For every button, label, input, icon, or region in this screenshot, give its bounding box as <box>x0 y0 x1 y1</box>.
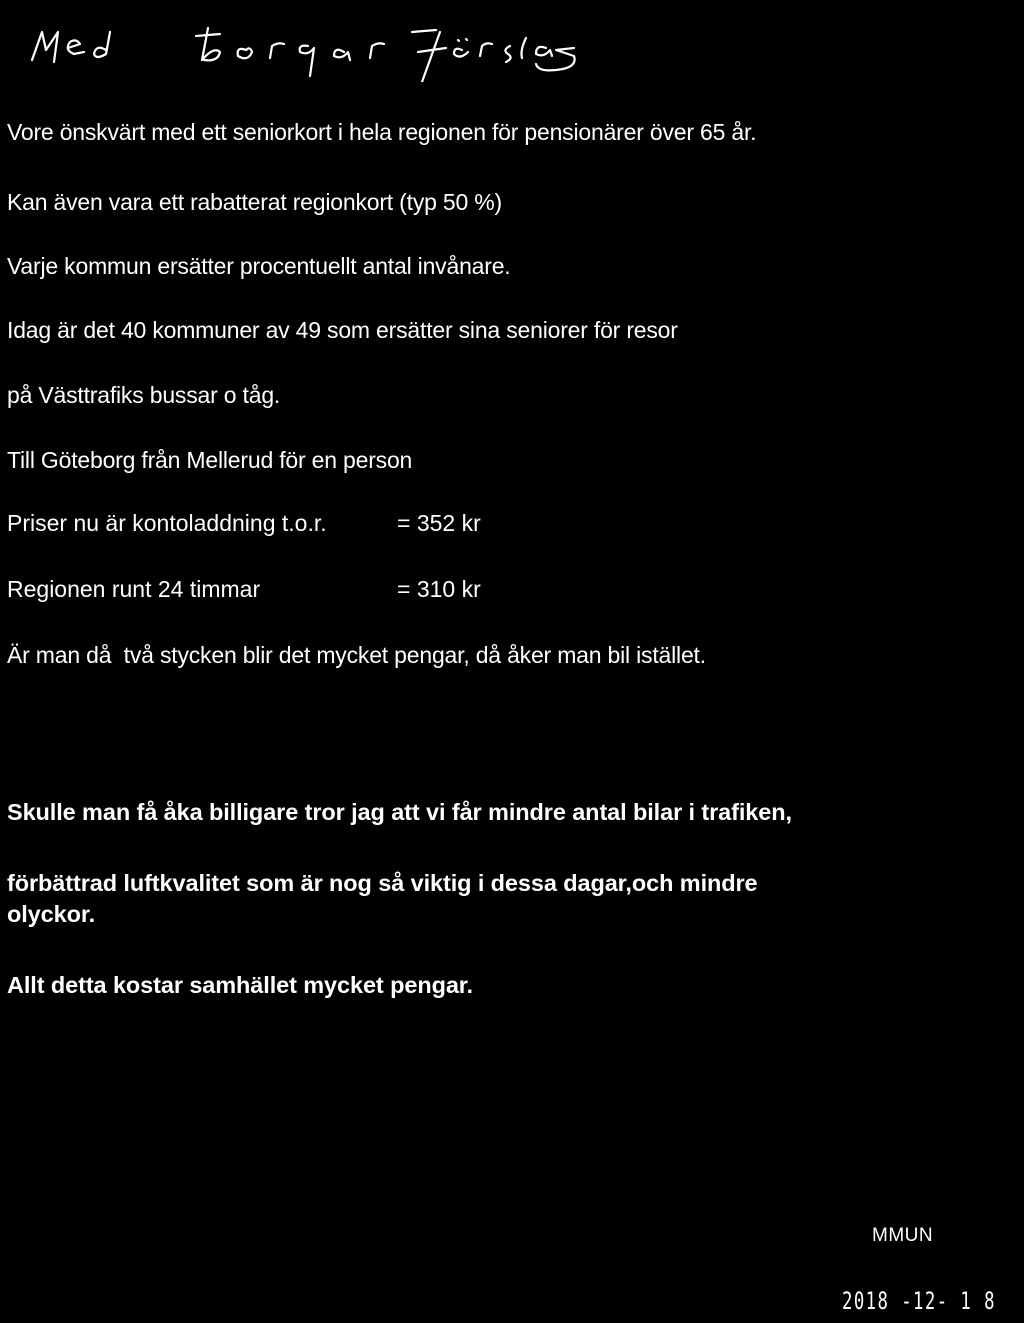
bold-text-line: Skulle man få åka billigare tror jag att vi får mindre antal bilar i trafiken, <box>7 799 792 825</box>
text-line: Kan även vara ett rabatterat regionkort (typ 50 %) <box>7 189 502 215</box>
bold-text-line: olyckor. <box>7 901 96 927</box>
price-label: Priser nu är kontoladdning t.o.r. <box>7 510 327 536</box>
handwritten-heading <box>8 10 588 82</box>
price-value: = 352 kr <box>397 510 481 536</box>
text-line: Vore önskvärt med ett seniorkort i hela regionen för pensionärer över 65 år. <box>7 119 757 145</box>
received-stamp-org: MMUN <box>872 1225 934 1246</box>
text-line: Idag är det 40 kommuner av 49 som ersätter sina seniorer för resor <box>7 317 678 343</box>
text-line: på Västtrafiks bussar o tåg. <box>7 382 281 408</box>
bold-text-line: förbättrad luftkvalitet som är nog så viktig i dessa dagar,och mindre <box>7 870 758 896</box>
received-stamp-date: 2018 -12- 1 8 <box>842 1287 996 1315</box>
text-line: Till Göteborg från Mellerud för en person <box>7 447 413 473</box>
price-label: Regionen runt 24 timmar <box>7 576 261 602</box>
price-value: = 310 kr <box>397 576 481 602</box>
closing-line: Är man då två stycken blir det mycket pengar, då åker man bil istället. <box>7 642 706 668</box>
text-line: Varje kommun ersätter procentuellt antal invånare. <box>7 253 511 279</box>
bold-text-line: Allt detta kostar samhället mycket pengar. <box>7 972 473 998</box>
